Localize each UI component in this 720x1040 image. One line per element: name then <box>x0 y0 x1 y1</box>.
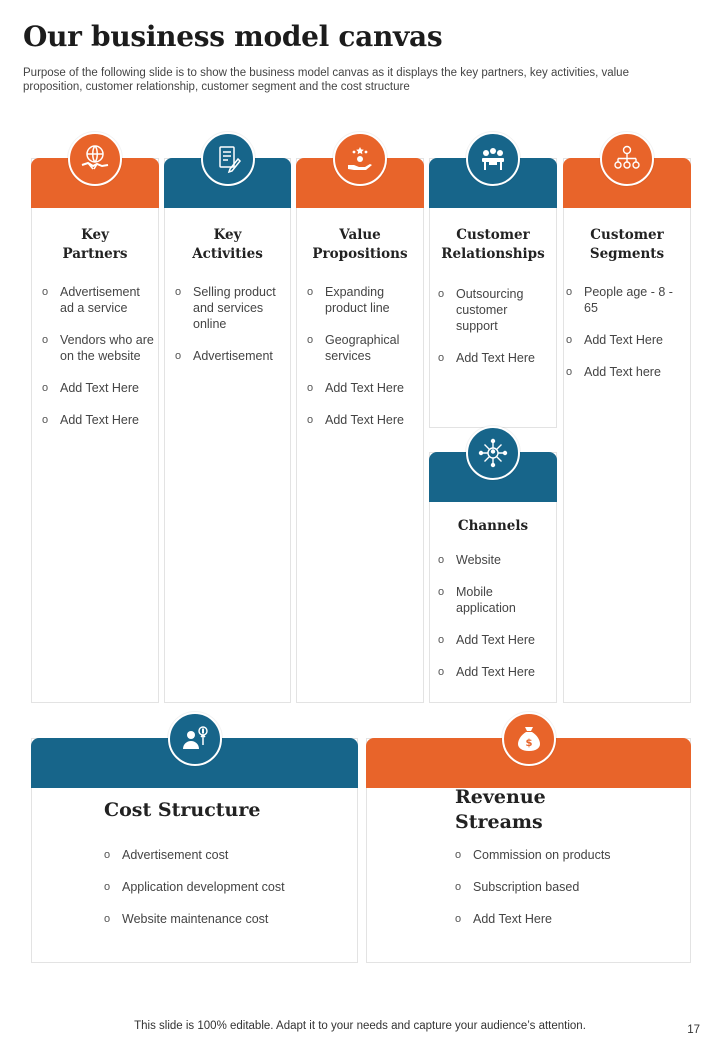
list-item: o Expanding product line <box>307 284 419 316</box>
list-item: o Add Text Here <box>438 350 552 366</box>
document-checklist-icon <box>201 132 255 186</box>
list-item: o Add Text Here <box>42 380 154 396</box>
customer-relationships-card <box>429 158 557 428</box>
column-heading: Key Partners <box>62 227 128 262</box>
list-item: o Mobile application <box>438 584 552 616</box>
item-list <box>42 284 154 444</box>
list-item: o Geographical services <box>307 332 419 364</box>
page-subtitle: Purpose of the following slide is to show the business model canvas as it displays the key partners, key activities, value proposition, customer relationship, customer segment and the cost structure <box>23 67 629 93</box>
page-title: Our business model canvas <box>23 20 443 53</box>
list-item: o People age - 8 - 65 <box>566 284 684 316</box>
meeting-table-icon <box>466 132 520 186</box>
column-heading: Customer Segments <box>589 227 665 262</box>
item-list <box>175 284 287 380</box>
column-heading: Value Propositions <box>312 227 408 262</box>
item-list <box>438 552 552 696</box>
revenue-streams-heading: Revenue Streams <box>455 786 546 833</box>
list-item: o Website <box>438 552 552 568</box>
customer-segments-card <box>563 158 691 703</box>
money-bag-icon <box>502 712 556 766</box>
list-item: o Outsourcing customer support <box>438 286 552 334</box>
item-list <box>455 847 675 943</box>
list-item: o Add Text Here <box>307 380 419 396</box>
list-item: o Add Text Here <box>566 332 684 348</box>
list-item: o Advertisement cost <box>104 847 344 863</box>
list-item: o Add Text here <box>566 364 684 380</box>
item-list <box>566 284 684 396</box>
item-list <box>307 284 419 444</box>
channels-heading: Channels <box>457 518 529 534</box>
list-item: o Add Text Here <box>438 632 552 648</box>
list-item: o Subscription based <box>455 879 675 895</box>
list-item: o Advertisement ad a service <box>42 284 154 316</box>
hand-stars-icon <box>333 132 387 186</box>
handshake-globe-icon <box>68 132 122 186</box>
list-item: o Website maintenance cost <box>104 911 344 927</box>
column-heading: Customer Relationships <box>441 227 545 262</box>
svg-text:$: $ <box>525 738 533 749</box>
list-item: o Selling product and services online <box>175 284 287 332</box>
page-number: 17 <box>687 1024 700 1036</box>
list-item: o Vendors who are on the website <box>42 332 154 364</box>
list-item: o Advertisement <box>175 348 287 364</box>
list-item: o Commission on products <box>455 847 675 863</box>
list-item: o Add Text Here <box>438 664 552 680</box>
cost-structure-heading: Cost Structure <box>104 799 261 821</box>
item-list <box>438 286 552 382</box>
org-chart-icon <box>600 132 654 186</box>
column-heading: Key Activities <box>192 227 263 262</box>
list-item: o Application development cost <box>104 879 344 895</box>
item-list <box>104 847 344 943</box>
revenue-streams-card <box>366 738 691 963</box>
footer-note: This slide is 100% editable. Adapt it to your needs and capture your audience’s attention. <box>134 1020 586 1032</box>
cost-structure-card <box>31 738 358 963</box>
value-propositions-card <box>296 158 424 703</box>
person-money-icon <box>168 712 222 766</box>
key-activities-card <box>164 158 291 703</box>
list-item: o Add Text Here <box>455 911 675 927</box>
network-hub-icon <box>466 426 520 480</box>
key-partners-card <box>31 158 159 703</box>
channels-card <box>429 452 557 703</box>
list-item: o Add Text Here <box>307 412 419 428</box>
list-item: o Add Text Here <box>42 412 154 428</box>
